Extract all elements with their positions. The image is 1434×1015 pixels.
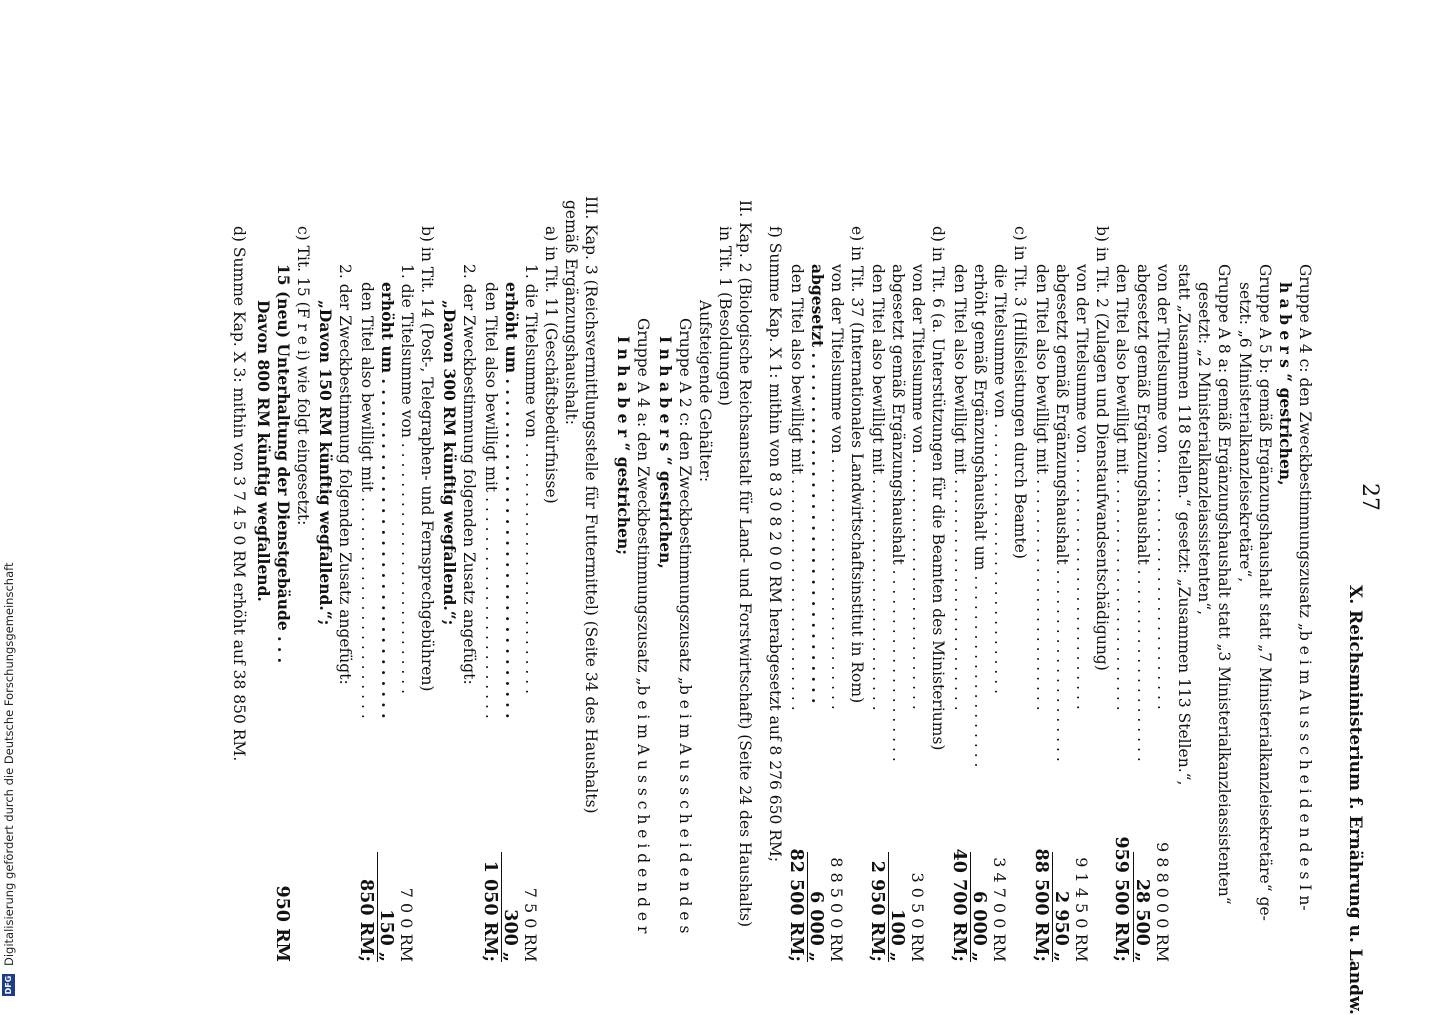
sum-rule [970,852,971,962]
text-line: den Titel also bewilligt mit . . . . . . . . . . . . . . . . . . . . . . . . [1113,264,1131,711]
page-number: 27 [1357,483,1382,511]
amount-total: 2 950 RM; [867,860,887,962]
amount: 6 000 „ [969,891,989,962]
amount-total: 82 500 RM; [786,848,806,962]
text-line: in Tit. 1 (Besoldungen) [716,226,734,406]
footer-text: Digitalisierung gefördert durch die Deutsche Forschungsgemeinschaft [2,562,16,966]
text-line: von der Titelsumme von . . . . . . . . . . . . . . . . . . . . . . . . . . [1073,264,1091,710]
text-line: von der Titelsumme von . . . . . . . . . . . . . . . . . . . . . . . . . . [1154,264,1172,710]
sum-rule [888,852,889,962]
text-line: erhöht gemäß Ergänzungshaushalt um . . . . . . . . . . . . . . . . . . . . [971,264,989,768]
text-line: Aufsteigende Gehälter: [696,300,714,483]
text-line: die Titelsumme von . . . . . . . . . . . . . . . . . . . . . . . . . . . . [991,264,1009,695]
text-line: Gruppe A 8 a: gemäß Ergänzungshaushalt statt „3 Ministerialkanzleiassistenten“ [1215,264,1233,905]
amount: 2 950 „ [1051,891,1071,962]
amount-total: 959 500 RM; [1111,836,1131,962]
amount: 300 „ [500,909,520,962]
amount: 7 5 0 RM [521,887,540,962]
text-line: den Titel also bewilligt mit . . . . . . . . . . . . . . . . . . . . . . . . [788,264,806,711]
text-line: „Davon 300 RM künftig wegfallend.“; [440,300,459,626]
text-line: Gruppe A 4 a: den Zweckbestimmungszusatz „b e i m A u s s c h e i d e n d e r [634,318,652,934]
amount: 3 4 7 0 0 RM [990,857,1009,962]
text-line: 1. die Titelsumme von . . . . . . . . . . . . . . . . . . . . . . . . . . [398,264,416,695]
chapter-heading: II. Kap. 2 (Biologische Reichsanstalt für Land- und Forstwirtschaft) (Seite 24 des Haushalts) [736,200,754,928]
text-line: Gruppe A 4 c: den Zweckbestimmungszusatz „b e i m A u s s c h e i d e n d e s I n- [1296,264,1314,911]
dfg-logo: DFG [4,975,13,995]
section-line: c) Tit. 15 (F r e i) wie folgt eingesetzt: [294,226,312,526]
section-line: e) in Tit. 37 (Internationales Landwirtschaftsinstitut in Rom) [848,226,866,704]
amount-total: 850 RM; [356,879,376,962]
text-line: setzt: „6 Ministerialkanzleisekretäre“, [1236,282,1254,583]
sum-rule [807,852,808,962]
text-line: 15 (neu) Unterhaltung der Dienstgebäude . . . [274,264,293,664]
summary-line: d) Summe Kap. X 3: mithin von 3 7 4 5 0 RM erhöht auf 38 850 RM. [230,226,248,762]
amount: 150 „ [376,909,396,962]
amount: 100 „ [887,909,907,962]
amount: 6 000 „ [806,891,826,962]
text-line: den Titel also bewilligt mit . . . . . . . . . . . . . . . . . . . . . . . . [869,264,887,711]
amount: 9 8 8 0 0 0 RM [1153,841,1172,962]
amount-total: 88 500 RM; [1031,848,1051,962]
text-line: „Davon 150 RM künftig wegfallend.“; [316,300,335,626]
text-line: gesetzt: „2 Ministerialkanzleiassistenten“, [1195,282,1213,616]
text-line: Gruppe A 5 b: gemäß Ergänzungshaushalt statt „7 Ministerialkanzleisekretäre“ ge- [1256,264,1274,921]
text-line: von der Titelsumme von . . . . . . . . . . . . . . . . . . . . . . . . . . [909,264,927,710]
text-line: erhöht um . . . . . . . . . . . . . . . . . . . . . . . . . . . . . . . . [378,282,397,719]
text-line: Davon 800 RM künftig wegfallend. [254,300,273,602]
text-line: I n h a b e r “ gestrichen; [614,336,633,555]
text-line: erhöht um . . . . . . . . . . . . . . . . . . . . . . . . . . . . . . . . [502,282,521,719]
amount: 9 1 4 5 0 RM [1072,857,1091,962]
text-line: abgesetzt gemäß Ergänzungshaushalt . . . . . . . . . . . . . . . . . . . . [1134,264,1152,762]
summary-line: f) Summe Kap. X 1: mithin von 8 3 0 8 2 0 0 RM herabgesetzt auf 8 276 650 RM; [766,226,784,863]
text-line: I n h a b e r s “ gestrichen, [656,336,675,569]
amount: 950 RM [272,885,292,962]
sum-rule [377,852,378,962]
sum-rule [1133,852,1134,962]
section-line: b) in Tit. 2 (Zulagen und Dienstaufwandsentschädigung) [1093,226,1111,671]
amount: 8 8 5 0 0 RM [827,857,846,962]
section-line: d) in Tit. 6 (a. Unterstützungen für die Beamten des Ministeriums) [929,226,947,751]
text-line: Gruppe A 2 c: den Zweckbestimmungszusatz „b e i m A u s s c h e i d e n d e s [676,318,694,934]
text-line: den Titel also bewilligt mit . . . . . . . . . . . . . . . . . . . . . . . [358,282,376,719]
amount-total: 1 050 RM; [480,860,500,962]
text-line: den Titel also bewilligt mit . . . . . . . . . . . . . . . . . . . . . . . . [951,264,969,711]
sum-rule [1052,852,1053,962]
running-title: X. Reichsministerium f. Ernährung u. Landw. [1345,585,1365,1015]
text-line: abgesetzt . . . . . . . . . . . . . . . . . . . . . . . . . . . . . . . . . [808,264,827,704]
amount: 28 500 „ [1132,878,1152,962]
text-line: abgesetzt gemäß Ergänzungshaushalt . . . . . . . . . . . . . . . . . . . . [1053,264,1071,762]
text-line: gemäß Ergänzungshaushalt: [562,200,580,425]
section-line: b) in Tit. 14 (Post-, Telegraphen- und Fernsprechgebühren) [418,226,436,692]
text-line: von der Titelsumme von . . . . . . . . . . . . . . . . . . . . . . . . . . [828,264,846,710]
section-line: c) in Tit. 3 (Hilfsleistungen durch Beamte) [1011,226,1029,559]
amount: 3 0 5 0 RM [908,872,927,962]
text-line: h a b e r s “ gestrichen, [1276,282,1295,486]
text-line: 2. der Zweckbestimmung folgenden Zusatz angefügt: [460,264,478,685]
amount: 7 0 0 RM [397,887,416,962]
text-line: den Titel also bewilligt mit . . . . . . . . . . . . . . . . . . . . . . . [482,282,500,719]
text-line: abgesetzt gemäß Ergänzungshaushalt . . . . . . . . . . . . . . . . . . . . [889,264,907,762]
text-line: den Titel also bewilligt mit . . . . . . . . . . . . . . . . . . . . . . . . [1033,264,1051,711]
sum-rule [501,852,502,962]
amount-total: 40 700 RM; [949,848,969,962]
text-line: 1. die Titelsumme von . . . . . . . . . . . . . . . . . . . . . . . . . . [522,264,540,695]
section-line: a) in Tit. 11 (Geschäftsbedürfnisse) [542,226,560,504]
text-line: 2. der Zweckbestimmung folgenden Zusatz angefügt: [336,264,354,685]
text-line: statt „Zusammen 118 Stellen.“ gesetzt: „Zusammen 113 Stellen.“, [1175,264,1193,786]
chapter-heading: III. Kap. 3 (Reichsvermittlungsstelle für Futtermittel) (Seite 34 des Haushalts) [582,196,600,814]
